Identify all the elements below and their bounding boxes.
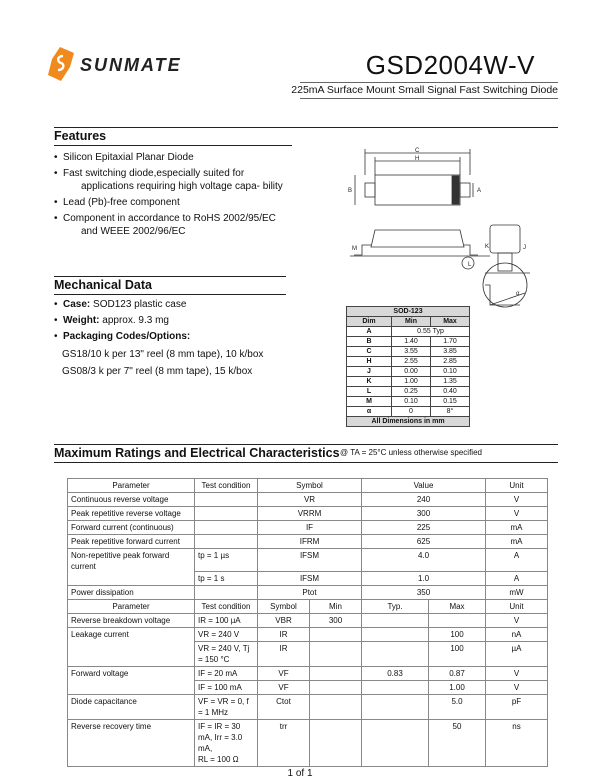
features-list [54,151,294,241]
table-cell: 1.40 [392,337,431,347]
table-cell [310,642,362,667]
table-cell: 625 [362,535,486,549]
table-cell: 2.85 [431,357,470,367]
table-cell: V [486,507,548,521]
list-item: • Component in accordance to RoHS 2002/95/EC and WEEE 2002/96/EC [54,212,294,238]
list-item: • Packaging Codes/Options: [54,330,314,343]
table-cell: Reverse breakdown voltage [68,614,195,628]
logo-text: SUNMATE [80,55,182,75]
table-cell: H [347,357,392,367]
table-cell: B [347,337,392,347]
table-cell: C [347,347,392,357]
dim-label-j: J [523,245,526,251]
ratings-table [67,478,548,767]
table-row [68,695,548,720]
table-cell: IFRM [258,535,362,549]
subtitle: 225mA Surface Mount Small Signal Fast Switching Diode [291,84,558,96]
table-cell [195,586,258,600]
table-cell [310,720,362,767]
table-cell: 1.70 [431,337,470,347]
table-cell [195,521,258,535]
table-cell: tp = 1 µs [195,549,258,572]
table-cell: nA [486,628,548,642]
table-cell: VRRM [258,507,362,521]
list-item: • Weight: approx. 9.3 mg [54,314,314,327]
table-cell: Max [429,600,486,614]
table-cell: V [486,614,548,628]
table-cell [362,720,429,767]
table-cell: 0.25 [392,387,431,397]
table-cell: V [486,681,548,695]
table-cell: 4.0 [362,549,486,572]
table-cell: L [347,387,392,397]
dim-label-alpha: α [516,291,520,297]
dim-label-c: C [415,148,420,154]
list-item: • Silicon Epitaxial Planar Diode [54,151,294,164]
table-cell: 100 [429,628,486,642]
table-cell: IR [258,628,310,642]
table-cell: mA [486,521,548,535]
table-cell: Typ. [362,600,429,614]
table-cell: Peak repetitive forward current [68,535,195,549]
packaging-option: GS18/10 k per 13" reel (8 mm tape), 10 k/box [62,349,264,360]
table-cell: 3.55 [392,347,431,357]
dim-label-b: B [348,188,353,194]
list-item: • Fast switching diode,especially suited for applications requiring high voltage capa- bility [54,167,294,193]
table-cell: V [486,493,548,507]
table-cell: IFSM [258,572,362,586]
table-cell [310,681,362,695]
table-cell: Ctot [258,695,310,720]
table-cell [310,667,362,681]
table-cell [362,614,429,628]
table-cell: Peak repetitive reverse voltage [68,507,195,521]
table-cell: Unit [486,479,548,493]
table-cell: tp = 1 s [195,572,258,586]
table-cell: Max [431,317,470,327]
table-cell: 300 [310,614,362,628]
mechanical-list [54,298,314,378]
table-cell: 0.40 [431,387,470,397]
table-cell: 0.10 [431,367,470,377]
table-cell [362,695,429,720]
table-cell: IF [258,521,362,535]
mechanical-title: Mechanical Data [54,278,152,292]
dim-label-k: K [485,244,490,250]
table-cell: 5.0 [429,695,486,720]
table-cell: A [486,549,548,572]
table-cell: ns [486,720,548,767]
table-row [68,586,548,600]
table-cell: Continuous reverse voltage [68,493,195,507]
dim-label-m: M [352,246,357,252]
table-cell [195,535,258,549]
packaging-option: GS08/3 k per 7" reel (8 mm tape), 15 k/box [62,366,253,377]
table-cell: VR = 240 V [195,628,258,642]
table-row [68,549,548,572]
dim-table-title: SOD-123 [347,307,470,317]
dim-label-l: L [468,262,472,268]
page-number: 1 of 1 [287,768,313,779]
table-cell: J [347,367,392,377]
table-cell: K [347,377,392,387]
table-cell [195,507,258,521]
table-cell: Dim [347,317,392,327]
table-cell: Leakage current [68,628,195,667]
table-cell: Symbol [258,600,310,614]
list-item: • Case: SOD123 plastic case [54,298,314,311]
table-cell: 0.55 Typ [392,327,470,337]
table-cell: VR = 240 V, Tj = 150 °C [195,642,258,667]
table-cell: Power dissipation [68,586,195,600]
table-cell: VF [258,681,310,695]
table-cell: 1.35 [431,377,470,387]
table-cell [362,642,429,667]
table-cell [195,493,258,507]
table-cell: All Dimensions in mm [347,417,470,427]
table-cell: 0.10 [392,397,431,407]
table-cell: VR [258,493,362,507]
table-row [68,720,548,767]
table-cell: IF = 100 mA [195,681,258,695]
table-cell: 0 [392,407,431,417]
table-cell: 350 [362,586,486,600]
table-cell: α [347,407,392,417]
table-row [68,535,548,549]
table-row [68,628,548,642]
table-cell: 50 [429,720,486,767]
table-cell: Ptot [258,586,362,600]
table-cell: 0.00 [392,367,431,377]
dimensions-table [346,306,470,427]
table-cell: 3.85 [431,347,470,357]
logo [48,47,218,83]
table-cell: µA [486,642,548,667]
table-cell: VF = VR = 0, f = 1 MHz [195,695,258,720]
table-cell: VF [258,667,310,681]
dim-label-a: A [477,188,482,194]
table-cell: 0.83 [362,667,429,681]
table-cell: Symbol [258,479,362,493]
table-cell: IR [258,642,310,667]
table-cell: 1.00 [392,377,431,387]
table-cell [362,628,429,642]
table-cell: 100 [429,642,486,667]
list-item: • Lead (Pb)-free component [54,196,294,209]
table-cell: Parameter [68,600,195,614]
table-cell: Value [362,479,486,493]
table-cell: 0.87 [429,667,486,681]
table-cell: pF [486,695,548,720]
table-cell: IF = IR = 30 mA, Irr = 3.0 mA, RL = 100 Ω [195,720,258,767]
table-cell: V [486,667,548,681]
table-cell: 240 [362,493,486,507]
table-cell: IF = 20 mA [195,667,258,681]
ratings-note: @ TA = 25°C unless otherwise specified [340,448,482,457]
package-drawing [340,145,570,310]
table-cell: Test condition [195,600,258,614]
table-cell [362,681,429,695]
dim-label-h: H [415,156,420,162]
table-cell: Reverse recovery time [68,720,195,767]
table-cell: VBR [258,614,310,628]
ratings-title: Maximum Ratings and Electrical Characteristics [54,446,340,460]
table-row [68,507,548,521]
table-cell: Forward current (continuous) [68,521,195,535]
table-cell [310,695,362,720]
table-cell: 300 [362,507,486,521]
part-number: GSD2004W-V [365,50,535,80]
table-cell [310,628,362,642]
table-row [68,614,548,628]
table-cell: Unit [486,600,548,614]
table-cell: 1.0 [362,572,486,586]
table-row [68,667,548,681]
table-cell: Parameter [68,479,195,493]
table-cell: mW [486,586,548,600]
table-row [68,493,548,507]
table-cell: Non-repetitive peak forward current [68,549,195,586]
table-cell: IFSM [258,549,362,572]
table-cell: Test condition [195,479,258,493]
table-cell: 225 [362,521,486,535]
table-cell [429,614,486,628]
table-row [68,521,548,535]
table-cell: 1.00 [429,681,486,695]
table-cell: Diode capacitance [68,695,195,720]
table-cell: A [347,327,392,337]
table-cell: trr [258,720,310,767]
table-cell: A [486,572,548,586]
table-cell: Min [392,317,431,327]
table-cell: Min [310,600,362,614]
table-cell: IR = 100 µA [195,614,258,628]
table-cell: 8° [431,407,470,417]
table-cell: 0.15 [431,397,470,407]
table-cell: 2.55 [392,357,431,367]
table-cell: M [347,397,392,407]
table-cell: Forward voltage [68,667,195,695]
features-title: Features [54,129,107,143]
table-cell: mA [486,535,548,549]
logo-mark-icon [48,47,74,81]
